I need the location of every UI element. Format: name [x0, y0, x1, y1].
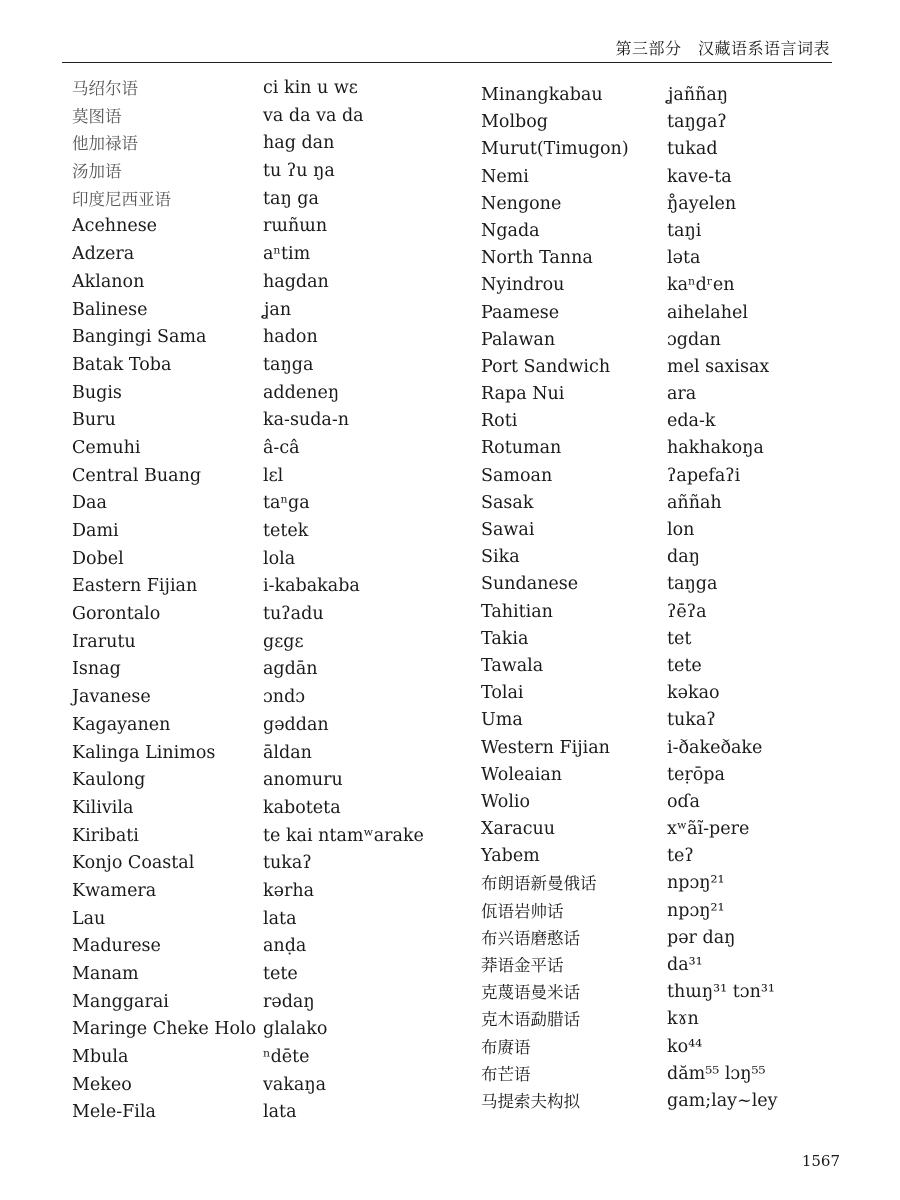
- word-form: ɔgdan: [667, 329, 721, 350]
- language-name: Manam: [72, 964, 139, 984]
- word-form: kərha: [263, 880, 315, 901]
- word-form: i-ðakeðake: [667, 737, 763, 758]
- word-form: aññah: [667, 492, 722, 513]
- word-form: va da va da: [263, 105, 364, 126]
- word-form: gam;lay~ley: [667, 1090, 778, 1111]
- word-form: te kai ntamʷarake: [263, 825, 424, 846]
- word-form: hag dan: [263, 133, 335, 154]
- language-name: Port Sandwich: [481, 356, 611, 377]
- word-form: ʔēʔa: [667, 601, 707, 622]
- language-name: Samoan: [481, 465, 553, 486]
- word-form: agdān: [263, 659, 318, 680]
- running-header: [0, 28, 900, 68]
- language-name: Daa: [72, 493, 107, 514]
- word-form: taŋi: [667, 220, 702, 241]
- word-form: tet: [667, 628, 692, 649]
- word-form: tetek: [263, 521, 309, 541]
- word-form: ŋ̊ayelen: [667, 193, 737, 214]
- word-form: ʝaññaŋ: [667, 85, 729, 105]
- word-form: hadon: [263, 327, 318, 348]
- language-name: Nyindrou: [481, 275, 565, 296]
- language-name: Kaulong: [72, 770, 146, 791]
- word-form: teʔ: [667, 846, 694, 867]
- word-form: ləta: [667, 248, 701, 269]
- language-name: Western Fijian: [481, 737, 610, 758]
- language-name: 莽语金平话: [481, 956, 564, 975]
- language-name: Cemuhi: [72, 437, 141, 458]
- language-name: Dami: [72, 521, 119, 541]
- word-form: glalako: [263, 1019, 328, 1040]
- word-form: tete: [667, 655, 702, 676]
- word-form: da³¹: [667, 955, 703, 975]
- language-name: Lau: [72, 908, 106, 929]
- word-form: ⁿdēte: [263, 1047, 310, 1068]
- word-form: kave-ta: [667, 166, 732, 187]
- right-language-column: [481, 82, 666, 1115]
- word-form: kɤn: [667, 1009, 699, 1030]
- word-form: xʷãĩ-pere: [667, 819, 750, 840]
- language-name: Eastern Fijian: [72, 576, 198, 597]
- word-form: taŋ ga: [263, 188, 319, 209]
- language-name: Bangingi Sama: [72, 327, 207, 348]
- word-form: lɛl: [263, 465, 284, 486]
- word-form: pər daŋ: [667, 927, 736, 948]
- word-form: npɔŋ²¹: [667, 873, 725, 894]
- language-name: Manggarai: [72, 991, 169, 1012]
- language-name: Mekeo: [72, 1074, 132, 1095]
- language-name: Sawai: [481, 520, 535, 540]
- language-name: Molbog: [481, 112, 548, 133]
- word-form: taⁿga: [263, 493, 310, 514]
- language-name: Nengone: [481, 193, 562, 214]
- word-form: thɯŋ³¹ tɔn³¹: [667, 982, 775, 1003]
- word-form: daŋ: [667, 547, 700, 568]
- language-name: 布兴语磨憨话: [481, 928, 580, 948]
- word-form: rədaŋ: [263, 991, 315, 1012]
- language-name: Sika: [481, 547, 520, 568]
- word-form: kəkao: [667, 683, 720, 704]
- word-form: ʝan: [263, 299, 292, 320]
- language-name: Uma: [481, 710, 523, 731]
- word-form: gəddan: [263, 714, 329, 735]
- language-name: North Tanna: [481, 248, 593, 269]
- word-form: rɯñɯn: [263, 216, 328, 237]
- word-form: lon: [667, 520, 695, 540]
- language-name: Roti: [481, 411, 518, 432]
- language-name: Batak Toba: [72, 354, 172, 375]
- word-form: tete: [263, 964, 298, 984]
- language-name: Aklanon: [72, 271, 145, 292]
- language-name: Konjo Coastal: [72, 853, 195, 874]
- word-form: teṛōpa: [667, 764, 725, 785]
- header-rule: [62, 62, 832, 63]
- language-name: Javanese: [72, 687, 151, 708]
- word-form: ko⁴⁴: [667, 1036, 703, 1057]
- word-form: tukad: [667, 139, 718, 160]
- language-name: Ngada: [481, 220, 540, 241]
- language-name: 布朗语新曼俄话: [481, 874, 597, 894]
- language-name: Takia: [481, 628, 529, 649]
- language-name: Nemi: [481, 166, 529, 187]
- language-name: Isnag: [72, 659, 121, 680]
- language-name: Palawan: [481, 329, 556, 350]
- word-form: eda-k: [667, 411, 716, 432]
- word-form: hakhakoŋa: [667, 438, 764, 459]
- language-name: Rotuman: [481, 438, 562, 459]
- word-form: āldan: [263, 742, 312, 763]
- language-name: Murut(Timugon): [481, 139, 629, 160]
- word-form: hagdan: [263, 271, 329, 292]
- word-form: aihelahel: [667, 302, 748, 323]
- language-name: Minangkabau: [481, 85, 603, 105]
- word-form: tukaʔ: [667, 710, 716, 731]
- word-form: mel saxisax: [667, 356, 770, 377]
- word-form: ci kin u wɛ: [263, 78, 358, 98]
- language-name: 他加禄语: [72, 134, 138, 154]
- word-form: tukaʔ: [263, 853, 312, 874]
- language-name: 克蔑语曼米话: [481, 983, 580, 1003]
- right-word-column: [667, 82, 847, 1115]
- language-name: Kilivila: [72, 797, 134, 818]
- word-form: lola: [263, 548, 296, 569]
- word-form: npɔŋ²¹: [667, 900, 725, 921]
- language-name: Tolai: [481, 683, 524, 704]
- language-name: 马绍尔语: [72, 79, 138, 98]
- language-name: 佤语岩帅话: [481, 901, 564, 921]
- language-name: Dobel: [72, 548, 124, 569]
- word-form: aⁿtim: [263, 244, 311, 265]
- language-name: Adzera: [72, 244, 135, 265]
- language-name: 汤加语: [72, 162, 122, 182]
- word-form: anḍa: [263, 936, 307, 957]
- word-form: taŋga: [263, 354, 314, 375]
- language-name: Mele-Fila: [72, 1102, 156, 1123]
- language-name: Balinese: [72, 299, 148, 320]
- language-name: Paamese: [481, 302, 560, 323]
- language-name: Xaracuu: [481, 819, 556, 840]
- language-name: Maringe Cheke Holo: [72, 1019, 257, 1040]
- word-form: oɗa: [667, 791, 700, 812]
- language-name: Buru: [72, 410, 116, 431]
- language-name: Kiribati: [72, 825, 139, 846]
- word-form: â-câ: [263, 437, 300, 458]
- language-name: Sundanese: [481, 574, 579, 595]
- word-form: lata: [263, 908, 297, 929]
- language-name: Tawala: [481, 655, 544, 676]
- language-name: Rapa Nui: [481, 384, 565, 405]
- language-name: Yabem: [481, 846, 540, 867]
- word-form: dăm⁵⁵ lɔŋ⁵⁵: [667, 1063, 766, 1084]
- word-form: kaⁿdʳen: [667, 275, 735, 296]
- language-name: 莫图语: [72, 106, 122, 126]
- word-form: i-kabakaba: [263, 576, 360, 597]
- language-name: Mbula: [72, 1047, 129, 1068]
- language-name: Wolio: [481, 791, 531, 812]
- language-name: Gorontalo: [72, 604, 161, 625]
- word-form: ka-suda-n: [263, 410, 350, 431]
- left-language-column: [72, 75, 257, 1127]
- language-name: Central Buang: [72, 465, 202, 486]
- language-name: Kwamera: [72, 880, 157, 901]
- language-name: Woleaian: [481, 764, 563, 785]
- language-name: 克木语勐腊话: [481, 1010, 580, 1030]
- word-form: addeneŋ: [263, 382, 340, 403]
- word-form: ara: [667, 384, 697, 405]
- running-header-title: 第三部分 汉藏语系语言词表: [615, 39, 830, 58]
- word-form: lata: [263, 1102, 297, 1123]
- language-name: Irarutu: [72, 631, 136, 652]
- language-name: Acehnese: [72, 216, 158, 237]
- language-name: Tahitian: [481, 601, 553, 622]
- language-name: Bugis: [72, 382, 122, 403]
- language-name: 布芒语: [481, 1064, 531, 1084]
- word-form: anomuru: [263, 770, 343, 791]
- word-form: tuʔadu: [263, 604, 324, 625]
- word-form: kaboteta: [263, 797, 341, 818]
- left-word-column: [263, 75, 468, 1127]
- page-number: 1567: [801, 1152, 840, 1170]
- word-form: taŋgaʔ: [667, 112, 727, 133]
- language-name: 马提索夫构拟: [481, 1091, 580, 1111]
- language-name: Madurese: [72, 936, 161, 957]
- language-name: 印度尼西亚语: [72, 189, 171, 209]
- word-form: vakaŋa: [263, 1074, 327, 1095]
- word-form: ʔapefaʔi: [667, 465, 741, 486]
- language-name: Kalinga Linimos: [72, 742, 216, 763]
- word-form: gɛgɛ: [263, 631, 304, 652]
- word-form: taŋga: [667, 574, 718, 595]
- word-form: tu ʔu ŋa: [263, 161, 335, 182]
- language-name: Kagayanen: [72, 714, 171, 735]
- language-name: 布赓语: [481, 1037, 531, 1057]
- word-form: ɔndɔ: [263, 687, 306, 708]
- language-name: Sasak: [481, 492, 534, 513]
